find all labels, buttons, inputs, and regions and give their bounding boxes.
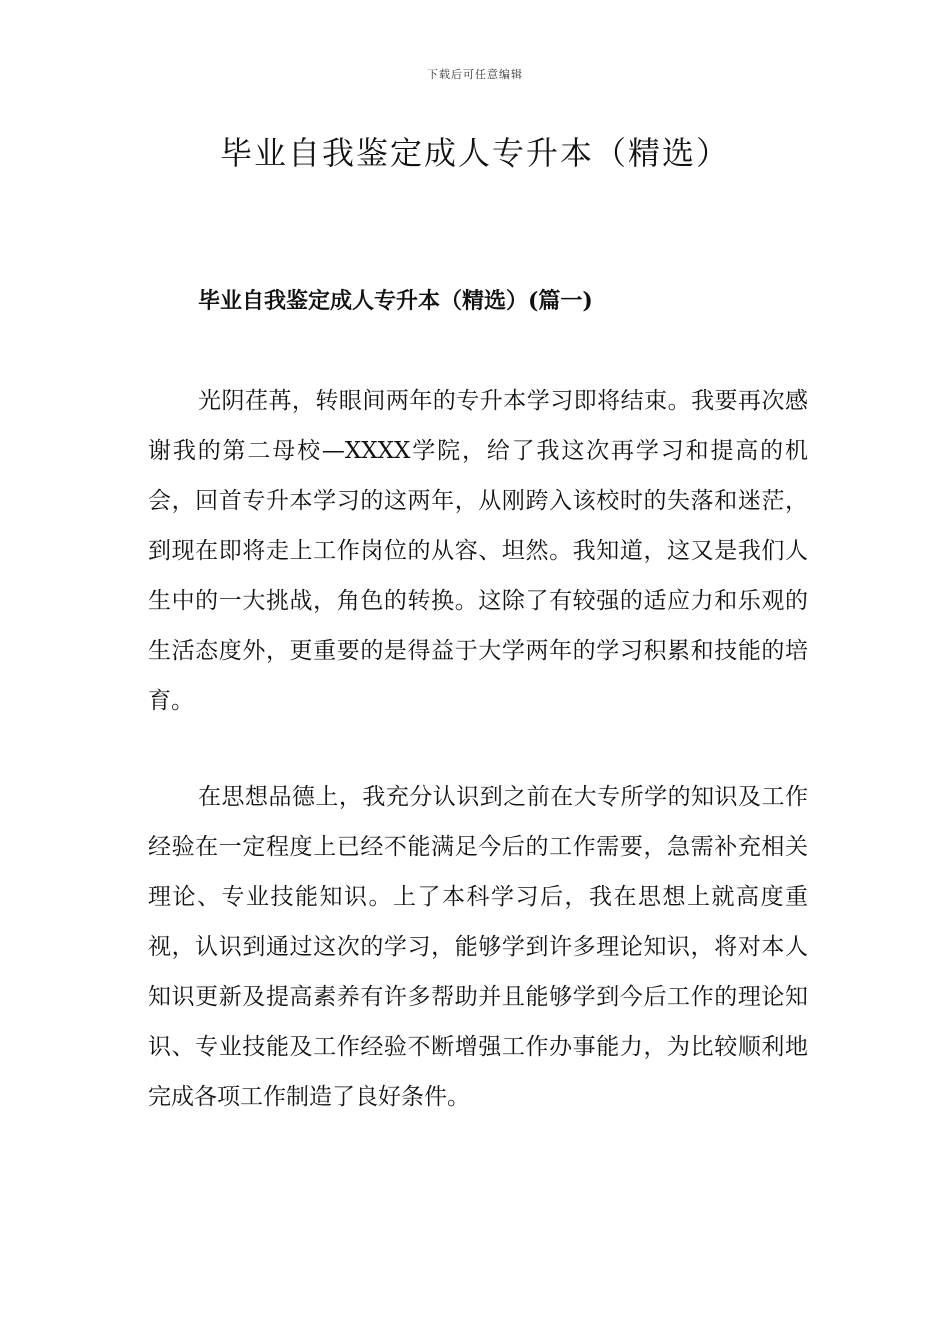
body-paragraph: 光阴荏苒，转眼间两年的专升本学习即将结束。我要再次感谢我的第二母校—XXXX学院，给了我这次再学习和提高的机会，回首专升本学习的这两年，从刚跨入该校时的失落和迷茫，到现在即将走上工作岗位的从容、坦然。我知道，这又是我们人生中的一大挑战，角色的转换。这除了有较强的适应力和乐观的生活态度外，更重要的是得益于大学两年的学习积累和技能的培育。 <box>148 388 808 714</box>
body-paragraph: 在思想品德上，我充分认识到之前在大专所学的知识及工作经验在一定程度上已经不能满足今后的工作需要，急需补充相关理论、专业技能知识。上了本科学习后，我在思想上就高度重视，认识到通过这次的学习，能够学到许多理论知识，将对本人知识更新及提高素养有许多帮助并且能够学到今后工作的理论知识、专业技能及工作经验不断增强工作办事能力，为比较顺利地完成各项工作制造了良好条件。 <box>148 784 808 1110</box>
header-note: 下载后可任意编辑 <box>427 68 523 81</box>
document-title: 毕业自我鉴定成人专升本（精选） <box>219 134 730 172</box>
section-heading: 毕业自我鉴定成人专升本（精选）(篇一) <box>198 288 593 314</box>
